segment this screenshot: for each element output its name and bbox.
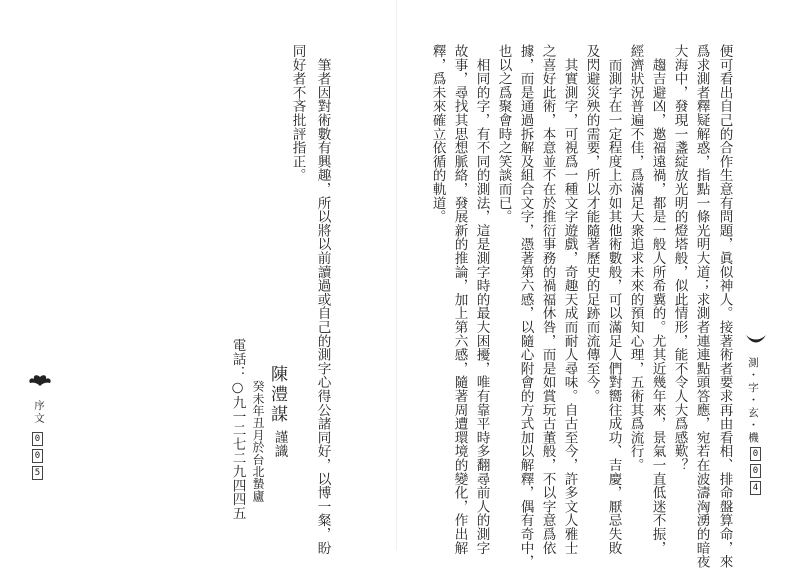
page-number-digit: 4 [750, 481, 761, 495]
text-column: 及閃避災殃的需要，所以才能隨著歷史的足跡而流傳至今。 [583, 44, 600, 403]
page-number-digit: 5 [32, 466, 43, 480]
text-column: 同好者不吝批評指正。 [289, 44, 306, 182]
text-column: 釋，爲未來確立依循的軌道。 [429, 44, 446, 224]
text-column: 相同的字，有不同的測法，這是測字時的最大困擾，唯有靠平時多翻尋前人的測字 [473, 44, 490, 555]
author-role: 謹識 [271, 430, 288, 458]
phone-line: 電話：○九一二七二九四四五 [229, 338, 246, 520]
text-column: 大海中，發現一盞綻放光明的燈塔般，似此情形，能不令人大爲感歎？ [671, 44, 688, 472]
text-column: 據，而是通過拆解及組合文字，憑著第六感，以隨心附會的方式加以解釋，偶有奇中， [517, 44, 534, 568]
right-page [397, 0, 793, 568]
page-footer-label: 序文 [33, 400, 45, 425]
text-column: 其實測字，可視爲一種文字遊戲，奇趣天成而耐人尋味。自古至今，許多文人雅士 [561, 44, 578, 555]
page-number-digit: 0 [32, 449, 43, 463]
page-number [750, 447, 761, 495]
text-column: 筆者因對術數有興趣，所以將以前讀過或自己的測字心得公諸同好，以博一粲，盼 [314, 44, 331, 555]
text-column: 也以之爲聚會時之笑談而已。 [495, 44, 512, 224]
text-column: 之喜好此術，本意並不在於推衍事務的禍福休咎，而是如賞玩古董般，不以字意爲依 [539, 44, 556, 555]
text-column: 爲求測者釋疑解惑，指點一條光明大道；求測者連連點頭答應，宛若在波濤洶湧的暗夜 [693, 44, 710, 568]
page-number-digit: 0 [32, 432, 43, 446]
text-column: 便可看出自己的合作生意有問題，眞似神人。接著術者要求再由看相、排命盤算命，來 [716, 44, 733, 568]
ornament-icon [28, 374, 52, 388]
author-name: 陳澧謀 [267, 365, 287, 425]
page-number [32, 432, 43, 480]
ornament-icon [745, 333, 767, 347]
page-header-title: 測・字・玄・機 [747, 357, 759, 445]
page-number-digit: 0 [750, 464, 761, 478]
text-column: 故事，尋找其思想脈絡，發展新的推論，加上第六感，隨著周遭環境的變化，作出解 [451, 44, 468, 555]
left-page [0, 0, 396, 555]
text-column: 而測字在一定程度上亦如其他術數般，可以滿足人們對嚮往成功、吉慶，厭忌失敗 [605, 44, 622, 555]
page-number-digit: 0 [750, 447, 761, 461]
text-column: 經濟狀況普遍不佳，爲滿足大衆追求未來的預知心理，五術其爲流行。 [627, 44, 644, 472]
text-column: 趨吉避凶，邀福遠禍，都是一般人所希冀的。尤其近幾年來，景氣一直低迷不振， [649, 44, 666, 555]
date-place: 癸未年丑月於台北蟄廬 [251, 380, 265, 502]
